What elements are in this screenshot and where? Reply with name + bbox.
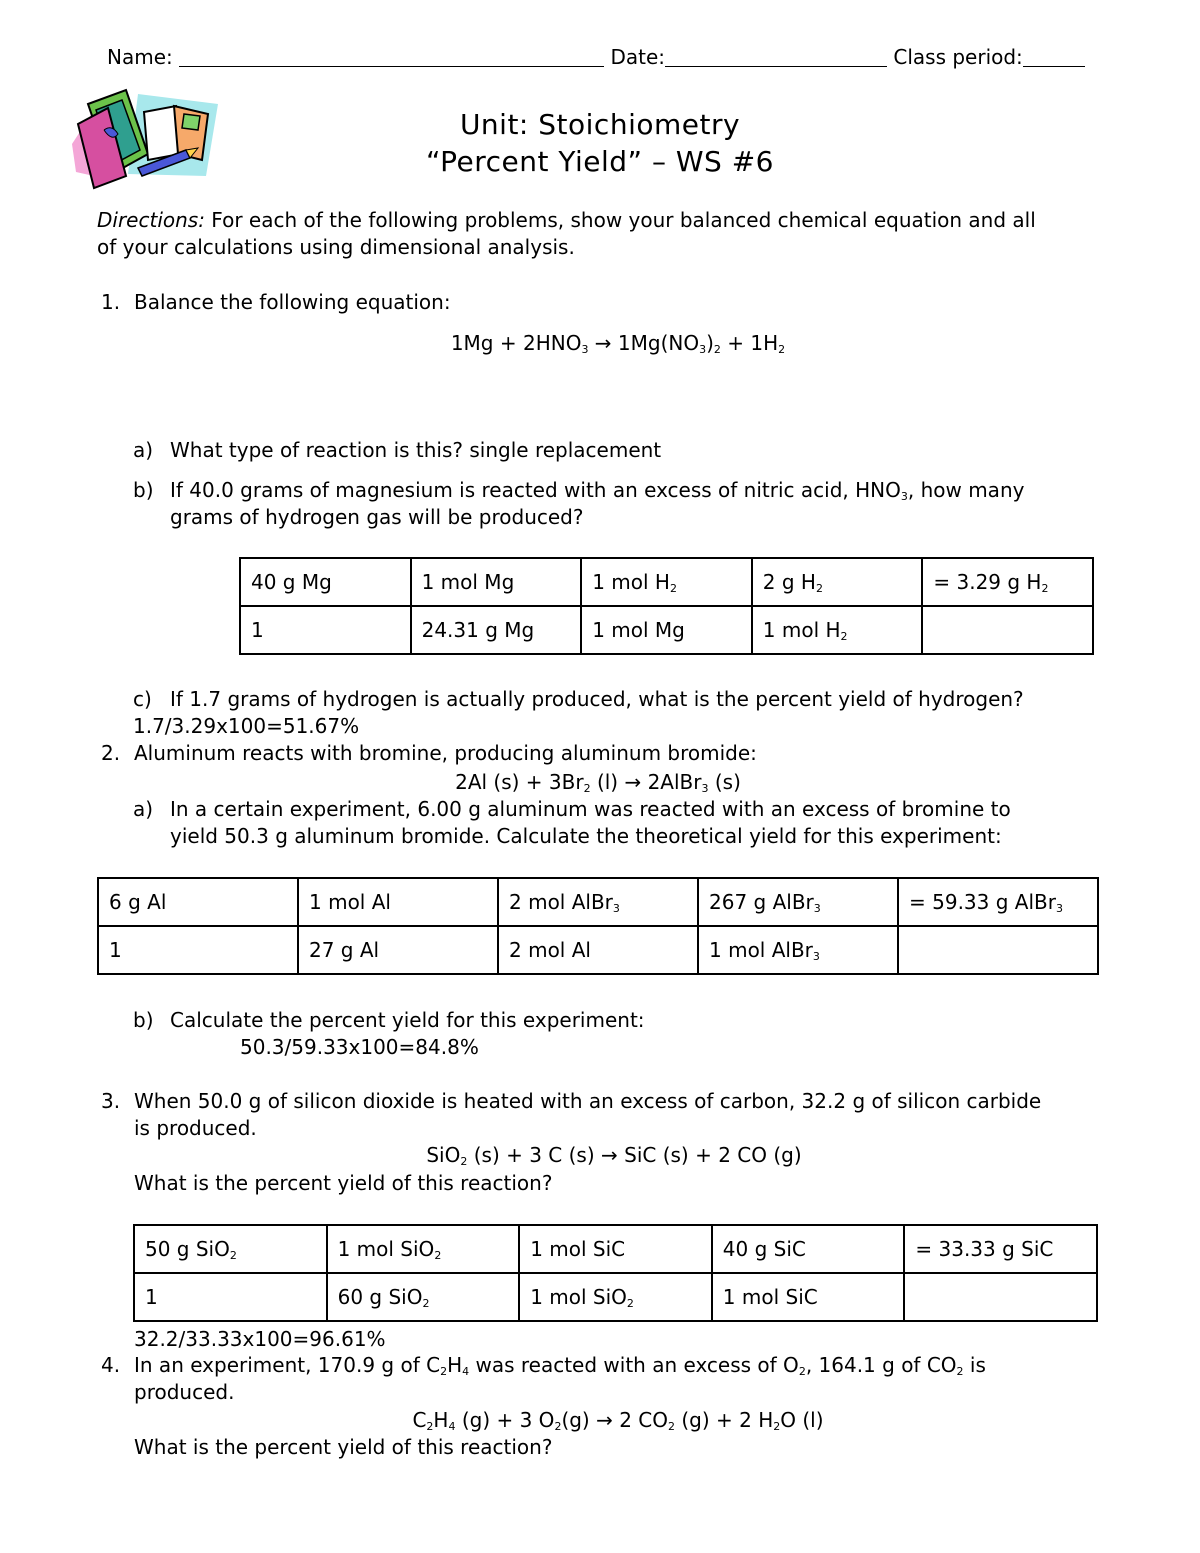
table-row	[134, 1225, 1097, 1273]
table-cell: 1 mol $H_2$	[752, 606, 923, 654]
answer-1c: 1.7/3.29x100=51.67%	[133, 714, 360, 738]
question-1a: a) What type of reaction is this? single replacement	[133, 438, 662, 462]
table-cell: 60 g SiO$_2$	[327, 1273, 520, 1321]
table-row	[240, 558, 1093, 606]
table-row	[240, 606, 1093, 654]
table-cell: 1 mol Mg	[581, 606, 752, 654]
table-cell: 1 mol Mg	[411, 558, 582, 606]
table-cell	[904, 1273, 1097, 1321]
equation-4: $C_2H_4$ (g) + 3 $O_2(g) \to 2$ $CO_2$ (g) + 2 $H_2O$ (l)	[412, 1408, 824, 1433]
table-cell: 1 mol SiC	[519, 1225, 712, 1273]
question-2: 2. Aluminum reacts with bromine, producing aluminum bromide:	[101, 741, 757, 765]
table-cell: 24.31 g Mg	[411, 606, 582, 654]
header-row	[107, 44, 1085, 71]
table-cell: = 3.29 g $H_2$	[922, 558, 1093, 606]
class-period-field[interactable]	[1023, 46, 1085, 67]
question-1c: c) If 1.7 grams of hydrogen is actually produced, what is the percent yield of hydrogen?	[133, 687, 1024, 711]
question-2a-line-2: yield 50.3 g aluminum bromide. Calculate the theoretical yield for this experiment:	[170, 824, 1002, 848]
table-cell: 1 mol SiC	[712, 1273, 905, 1321]
table-cell: = 33.33 g SiC	[904, 1225, 1097, 1273]
question-4-line-1: 4. In an experiment, 170.9 g of $C_2H_4$ was reacted with an excess of $O_2$, 164.1 g of $CO_2$ is	[101, 1353, 986, 1378]
conversion-table-1	[239, 557, 1094, 655]
question-1	[101, 289, 451, 316]
directions-line-1	[97, 207, 1036, 234]
question-3-line-1: 3. When 50.0 g of silicon dioxide is heated with an excess of carbon, 32.2 g of silicon carbide	[101, 1089, 1042, 1113]
table-cell: 1 mol Al	[298, 878, 498, 926]
table-cell: 267 g AlBr$_3$	[698, 878, 898, 926]
table-cell: 27 g Al	[298, 926, 498, 974]
question-number: 1.	[101, 290, 121, 314]
table-cell: 2 mol Al	[498, 926, 698, 974]
answer-2b: 50.3/59.33x100=84.8%	[240, 1035, 479, 1059]
table-cell	[898, 926, 1098, 974]
table-cell: 40 g SiC	[712, 1225, 905, 1273]
table-row	[134, 1273, 1097, 1321]
table-cell: 1 mol SiO$_2$	[519, 1273, 712, 1321]
answer-3: 32.2/33.33x100=96.61%	[134, 1327, 386, 1351]
table-cell: 1 mol $H_2$	[581, 558, 752, 606]
table-cell: 2 mol AlBr$_3$	[498, 878, 698, 926]
table-row	[98, 926, 1098, 974]
question-1b-line-1: b) If 40.0 grams of magnesium is reacted with an excess of nitric acid, $HNO_3$, how many	[133, 478, 1025, 503]
directions-text: For each of the following problems, show your balanced chemical equation and all	[204, 208, 1036, 232]
page-subtitle: “Percent Yield” – WS #6	[425, 145, 774, 178]
equation-2: 2Al $(s) + 3Br_2$ (l) → 2AlBr$_3$ (s)	[455, 770, 741, 795]
table-cell	[922, 606, 1093, 654]
table-cell: 2 g $H_2$	[752, 558, 923, 606]
question-4-prompt: What is the percent yield of this reaction?	[134, 1435, 553, 1459]
table-cell: 1	[134, 1273, 327, 1321]
table-cell: = 59.33 g AlBr$_3$	[898, 878, 1098, 926]
name-label: Name:	[107, 45, 173, 69]
table-cell: 1	[240, 606, 411, 654]
page-title: Unit: Stoichiometry	[459, 108, 741, 141]
conversion-table-2	[97, 877, 1099, 975]
class-period-label: Class period:	[893, 45, 1023, 69]
table-cell: 50 g SiO$_2$	[134, 1225, 327, 1273]
name-field[interactable]	[179, 46, 604, 67]
directions-label: Directions:	[97, 208, 205, 232]
date-field[interactable]	[665, 46, 887, 67]
directions-line-2: of your calculations using dimensional analysis.	[97, 235, 575, 259]
table-cell: 1	[98, 926, 298, 974]
question-4-line-2: produced.	[134, 1380, 235, 1404]
question-1b-line-2: grams of hydrogen gas will be produced?	[170, 505, 584, 529]
table-cell: 40 g Mg	[240, 558, 411, 606]
equation-3: SiO$_2$ (s) + 3 C (s) → SiC (s) + 2 CO (g)	[426, 1143, 802, 1168]
equation-1: $1Mg + 2HNO_3 \to 1Mg(NO_3)_2 + 1H_2$	[450, 331, 786, 356]
table-cell: 1 mol SiO$_2$	[327, 1225, 520, 1273]
conversion-table-3	[133, 1224, 1098, 1322]
table-row	[98, 878, 1098, 926]
question-text: Balance the following equation:	[134, 290, 451, 314]
question-2a-line-1: a) In a certain experiment, 6.00 g aluminum was reacted with an excess of bromine to	[133, 797, 1011, 821]
date-label: Date:	[610, 45, 666, 69]
question-3-prompt: What is the percent yield of this reaction?	[134, 1171, 553, 1195]
table-cell: 1 mol AlBr$_3$	[698, 926, 898, 974]
question-2b: b) Calculate the percent yield for this experiment:	[133, 1008, 645, 1032]
table-cell: 6 g Al	[98, 878, 298, 926]
question-3-line-2: is produced.	[134, 1116, 257, 1140]
